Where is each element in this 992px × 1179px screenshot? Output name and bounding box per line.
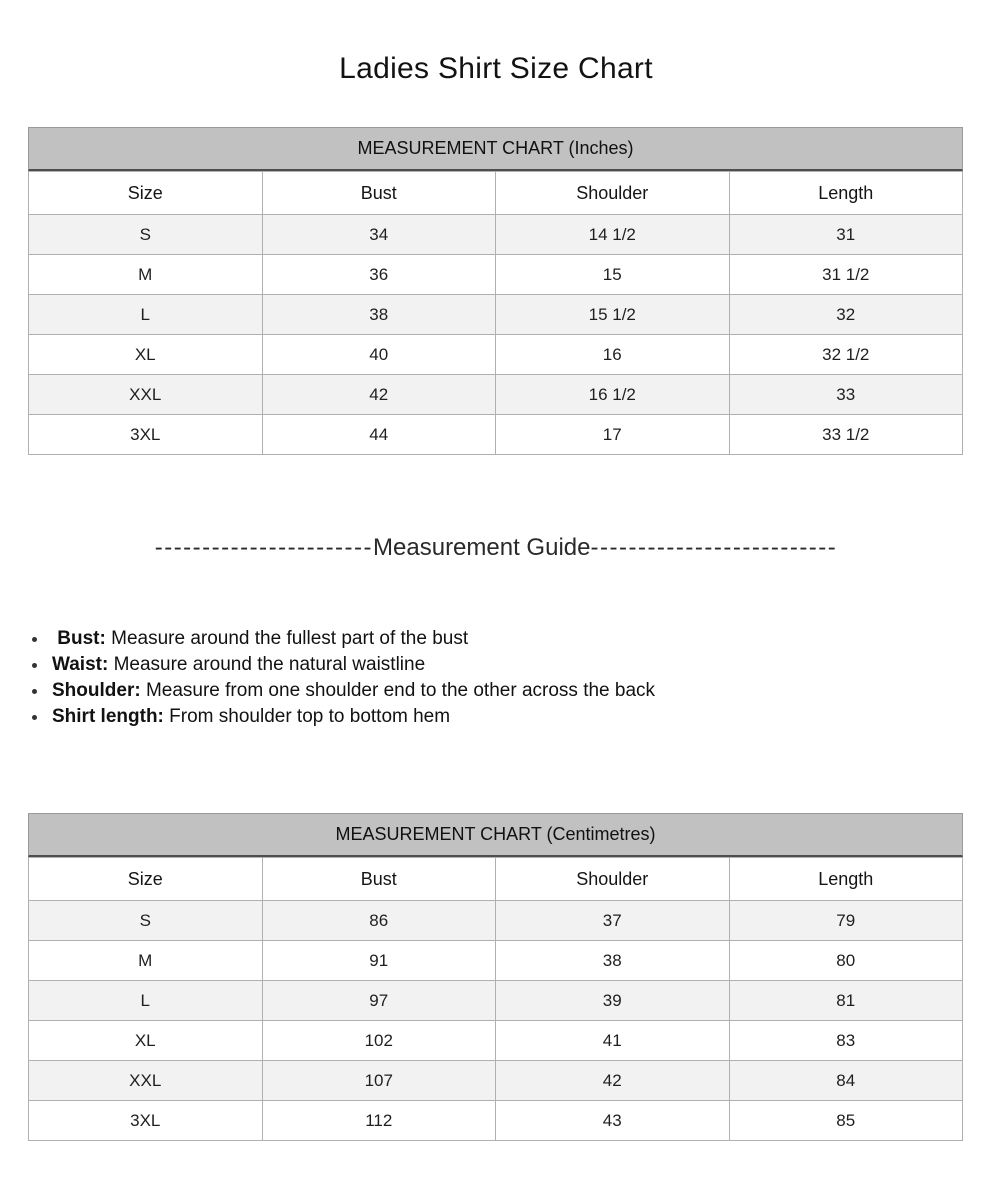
guide-item-text: Measure around the natural waistline bbox=[108, 654, 426, 675]
guide-dashes-left: ----------------------- bbox=[154, 534, 374, 561]
guide-item-content bbox=[52, 626, 468, 652]
table-header-row bbox=[29, 172, 963, 215]
table-cell: XL bbox=[29, 335, 263, 375]
table-cell: 85 bbox=[729, 1101, 963, 1141]
table-cell: 81 bbox=[729, 981, 963, 1021]
bullet-dot-icon bbox=[32, 689, 37, 694]
table-cell: 42 bbox=[496, 1061, 730, 1101]
table-cell: 42 bbox=[262, 375, 496, 415]
guide-item-content bbox=[52, 678, 655, 704]
table-row bbox=[29, 941, 963, 981]
centimetres-chart-caption: MEASUREMENT CHART (Centimetres) bbox=[28, 813, 963, 857]
table-cell: 37 bbox=[496, 901, 730, 941]
table-cell: 33 1/2 bbox=[729, 415, 963, 455]
table-header-row bbox=[29, 858, 963, 901]
table-row bbox=[29, 375, 963, 415]
table-cell: 107 bbox=[262, 1061, 496, 1101]
table-row bbox=[29, 415, 963, 455]
guide-item-label: Bust: bbox=[52, 628, 106, 649]
inches-chart-caption: MEASUREMENT CHART (Inches) bbox=[28, 127, 963, 171]
table-cell: 32 bbox=[729, 295, 963, 335]
guide-item-shoulder bbox=[32, 678, 655, 704]
bullet-dot-icon bbox=[32, 715, 37, 720]
table-row bbox=[29, 255, 963, 295]
measurement-chart-centimetres bbox=[28, 813, 963, 1141]
guide-item-text: From shoulder top to bottom hem bbox=[163, 706, 451, 727]
table-cell: 91 bbox=[262, 941, 496, 981]
table-cell: 3XL bbox=[29, 1101, 263, 1141]
table-cell: 3XL bbox=[29, 415, 263, 455]
table-cell: 44 bbox=[262, 415, 496, 455]
guide-item-waist bbox=[32, 652, 655, 678]
table-row bbox=[29, 295, 963, 335]
table-cell: 15 bbox=[496, 255, 730, 295]
table-cell: 38 bbox=[262, 295, 496, 335]
table-cell: 36 bbox=[262, 255, 496, 295]
table-cell: 79 bbox=[729, 901, 963, 941]
table-cell: 83 bbox=[729, 1021, 963, 1061]
column-header-bust: Bust bbox=[262, 172, 496, 215]
column-header-bust: Bust bbox=[262, 858, 496, 901]
table-cell: 41 bbox=[496, 1021, 730, 1061]
table-cell: 97 bbox=[262, 981, 496, 1021]
table-row bbox=[29, 335, 963, 375]
table-row bbox=[29, 901, 963, 941]
table-cell: 39 bbox=[496, 981, 730, 1021]
guide-item-text: Measure around the fullest part of the bust bbox=[105, 628, 469, 649]
guide-item-shirt-length bbox=[32, 704, 655, 730]
measurement-guide-heading bbox=[0, 534, 992, 562]
guide-item-content bbox=[52, 652, 425, 678]
column-header-size: Size bbox=[29, 858, 263, 901]
column-header-shoulder: Shoulder bbox=[496, 858, 730, 901]
page-title: Ladies Shirt Size Chart bbox=[339, 52, 653, 85]
measurement-chart-inches bbox=[28, 127, 963, 455]
table-cell: 40 bbox=[262, 335, 496, 375]
bullet-dot-icon bbox=[32, 637, 37, 642]
table-cell: L bbox=[29, 981, 263, 1021]
table-row bbox=[29, 215, 963, 255]
table-cell: 84 bbox=[729, 1061, 963, 1101]
column-header-size: Size bbox=[29, 172, 263, 215]
table-cell: 33 bbox=[729, 375, 963, 415]
guide-item-label: Shoulder: bbox=[52, 680, 141, 701]
table-cell: 80 bbox=[729, 941, 963, 981]
table-cell: S bbox=[29, 901, 263, 941]
table-cell: 43 bbox=[496, 1101, 730, 1141]
table-cell: M bbox=[29, 255, 263, 295]
table-cell: 14 1/2 bbox=[496, 215, 730, 255]
table-cell: XXL bbox=[29, 375, 263, 415]
table-cell: XXL bbox=[29, 1061, 263, 1101]
table-cell: 16 bbox=[496, 335, 730, 375]
column-header-shoulder: Shoulder bbox=[496, 172, 730, 215]
measurement-guide-list bbox=[32, 626, 655, 730]
table-cell: 112 bbox=[262, 1101, 496, 1141]
guide-item-content bbox=[52, 704, 450, 730]
centimetres-table bbox=[28, 857, 963, 1141]
table-cell: 31 bbox=[729, 215, 963, 255]
table-cell: 38 bbox=[496, 941, 730, 981]
table-cell: 17 bbox=[496, 415, 730, 455]
table-cell: 86 bbox=[262, 901, 496, 941]
table-cell: L bbox=[29, 295, 263, 335]
guide-item-label: Waist: bbox=[52, 654, 109, 675]
table-cell: 102 bbox=[262, 1021, 496, 1061]
table-cell: M bbox=[29, 941, 263, 981]
table-cell: 32 1/2 bbox=[729, 335, 963, 375]
table-row bbox=[29, 1061, 963, 1101]
table-row bbox=[29, 981, 963, 1021]
table-row bbox=[29, 1021, 963, 1061]
inches-table bbox=[28, 171, 963, 455]
guide-item-bust bbox=[32, 626, 655, 652]
table-cell: 34 bbox=[262, 215, 496, 255]
column-header-length: Length bbox=[729, 858, 963, 901]
bullet-dot-icon bbox=[32, 663, 37, 668]
table-cell: XL bbox=[29, 1021, 263, 1061]
table-cell: 16 1/2 bbox=[496, 375, 730, 415]
table-cell: S bbox=[29, 215, 263, 255]
guide-item-label: Shirt length: bbox=[52, 706, 164, 727]
table-cell: 15 1/2 bbox=[496, 295, 730, 335]
guide-item-text: Measure from one shoulder end to the other across the back bbox=[140, 680, 656, 701]
guide-dashes-right: -------------------------- bbox=[590, 534, 838, 561]
column-header-length: Length bbox=[729, 172, 963, 215]
guide-heading-text: Measurement Guide bbox=[373, 534, 591, 561]
table-cell: 31 1/2 bbox=[729, 255, 963, 295]
table-row bbox=[29, 1101, 963, 1141]
